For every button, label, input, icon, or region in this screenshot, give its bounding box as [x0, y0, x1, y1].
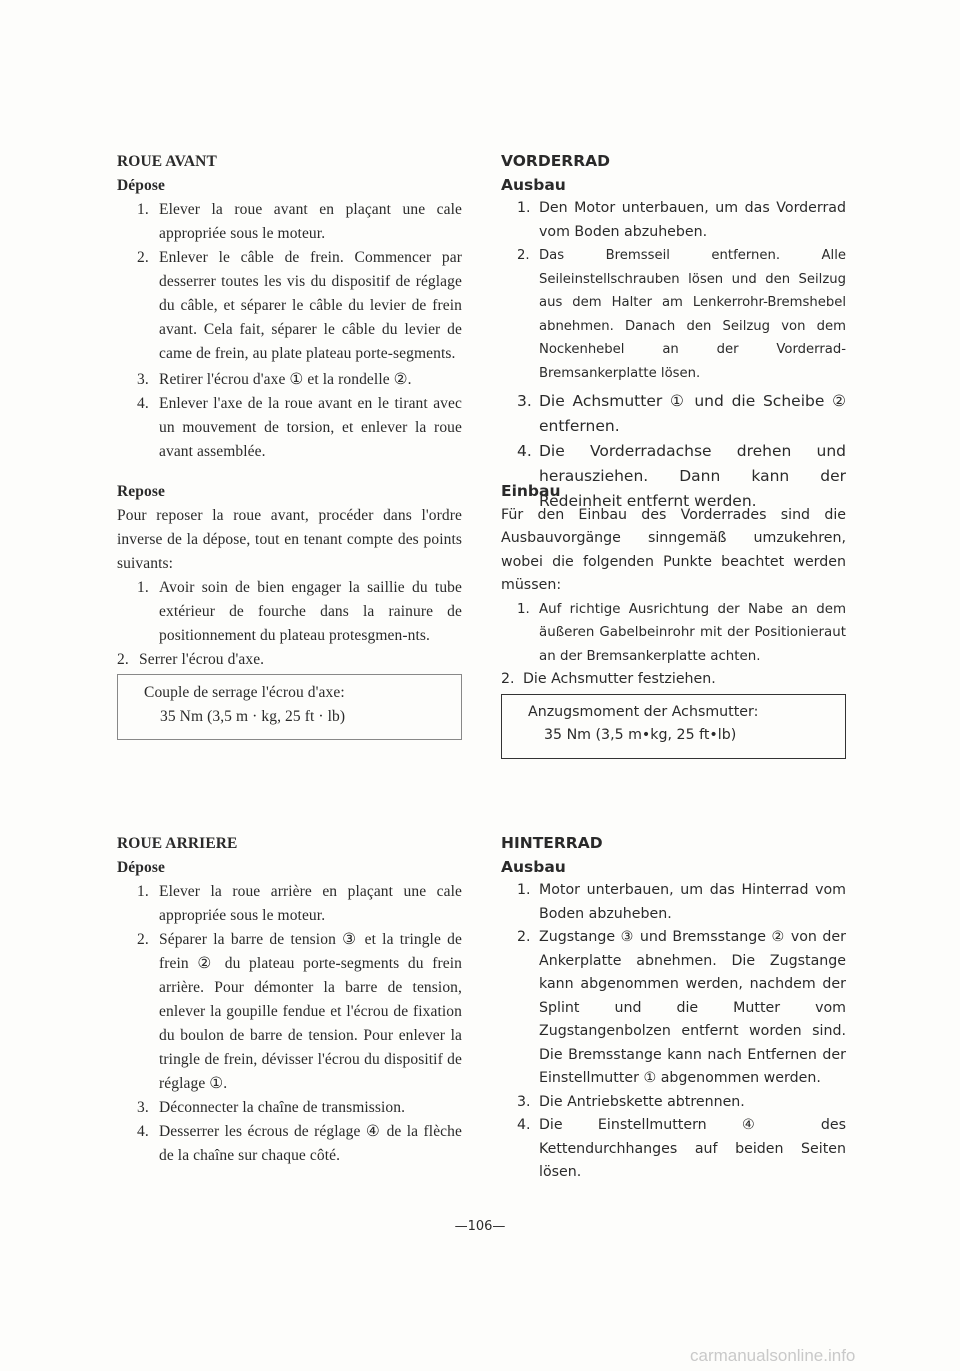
fr-front-install-list	[117, 576, 462, 672]
page-number: —106—	[454, 1219, 506, 1234]
list-item: 2. Serrer l'écrou d'axe.	[117, 651, 265, 668]
de-rear-removal-list	[501, 879, 846, 1185]
de-torque-box	[501, 694, 846, 759]
list-item: 2. Enlever le câble de frein. Commencer par desserrer toutes les vis du dispositif de réglage du câble, et séparer le câble du levier de frein avant. Cela fait, séparer le câble du levier de came de frein, au plate plateau porte-segments.	[137, 249, 462, 362]
list-item: 2. Das Bremsseil entfernen. Alle Seileinstellschrauben lösen und den Seilzug aus dem Halter am Lenkerrohr-Bremshebel abnehmen. Danach den Seilzug von dem Nockenhebel an der Vorderrad-Bremsankerplatte lösen.	[517, 248, 846, 381]
list-item: 1. Den Motor unterbauen, um das Vorderrad vom Boden abzuheben.	[517, 200, 846, 240]
list-item: 2. Zugstange ③ und Bremsstange ② von der Ankerplatte abnehmen. Die Zugstange kann abgenommen werden, nachdem der Splint und die Mutter vom Zugstangenbolzen entfernt worden sind. Die Bremsstange kann nach Entfernen der Einstellmutter ① abgenommen werden.	[517, 929, 846, 1086]
de-front-install-section	[501, 480, 846, 759]
list-item: 2. Séparer la barre de tension ③ et la tringle de frein ② du plateau porte-segments du frein arrière. Pour démonter la barre de tension, enlever la goupille fendue et l'écrou de fixation du boulon de barre de tension. Pour enlever la tringle de frein, dévisser l'écrou du dispositif de réglage ①.	[137, 931, 462, 1092]
list-item: 3. Déconnecter la chaîne de transmission.	[137, 1099, 406, 1116]
fr-front-install-heading: Repose	[117, 483, 165, 500]
de-front-install-list	[501, 598, 846, 692]
list-item: 1. Elever la roue arrière en plaçant une cale appropriée sous le moteur.	[137, 883, 462, 924]
de-rear-title: HINTERRAD	[501, 834, 603, 852]
de-front-install-heading: Einbau	[501, 482, 561, 500]
de-front-install-intro: Für den Einbau des Vorderrades sind die Ausbauvorgänge sinngemäß umzukehren, wobei die folgenden Punkte beachtet werden müssen:	[501, 506, 846, 593]
list-item: 4. Enlever l'axe de la roue avant en le tirant avec un mouvement de torsion, et enlever la roue avant assemblée.	[137, 395, 462, 460]
fr-front-section	[117, 150, 462, 464]
fr-torque-box	[117, 674, 462, 740]
fr-front-removal-heading: Dépose	[117, 177, 165, 194]
de-front-section	[501, 150, 846, 514]
fr-rear-removal-list	[117, 880, 462, 1168]
fr-front-install-intro: Pour reposer la roue avant, procéder dans l'ordre inverse de la dépose, tout en tenant compte des points suivants:	[117, 507, 462, 572]
list-item: 4. Desserrer les écrous de réglage ④ de la flèche de la chaîne sur chaque côté.	[137, 1123, 462, 1164]
list-item: 1. Auf richtige Ausrichtung der Nabe an dem äußeren Gabelbeinrohr mit der Positionieraut an der Bremsankerplatte achten.	[517, 601, 846, 664]
list-item: 1. Elever la roue avant en plaçant une cale appropriée sous le moteur.	[137, 201, 462, 242]
de-front-removal-heading: Ausbau	[501, 175, 566, 194]
watermark-text: carmanualsonline.info	[690, 1346, 856, 1365]
list-item: 2. Die Achsmutter festziehen.	[501, 671, 716, 687]
fr-rear-removal-heading: Dépose	[117, 859, 165, 876]
de-torque-value: 35 Nm (3,5 m•kg, 25 ft•lb)	[544, 727, 737, 743]
fr-front-title: ROUE AVANT	[117, 153, 217, 170]
list-item: 3. Die Antriebskette abtrennen.	[517, 1093, 745, 1110]
de-torque-label: Anzugsmoment der Achsmutter:	[528, 703, 759, 720]
fr-front-removal-list	[117, 198, 462, 464]
list-item: 4. Die Einstellmuttern ④ des Kettendurchhanges auf beiden Seiten lösen.	[517, 1117, 846, 1180]
list-item: 1. Motor unterbauen, um das Hinterrad vom Boden abzuheben.	[517, 882, 846, 922]
de-front-title: VORDERRAD	[501, 152, 611, 170]
list-item: 4. Die Vorderradachse drehen und herausziehen. Dann kann der Redeinheit entfernt werden.	[517, 442, 846, 510]
fr-torque-label: Couple de serrage l'écrou d'axe:	[144, 684, 345, 701]
list-item: 3. Die Achsmutter ① und die Scheibe ② entfernen.	[517, 392, 846, 435]
de-rear-section	[501, 832, 846, 1185]
de-rear-removal-heading: Ausbau	[501, 857, 566, 876]
list-item: 1. Avoir soin de bien engager la saillie du tube extérieur de fourche dans la rainure de positionnement du plateau protesgmen-nts.	[137, 579, 462, 644]
fr-rear-title: ROUE ARRIERE	[117, 835, 238, 852]
list-item: 3. Retirer l'écrou d'axe ① et la rondelle ②.	[137, 371, 412, 388]
fr-rear-section	[117, 832, 462, 1168]
de-front-removal-list	[501, 197, 846, 514]
fr-torque-value: 35 Nm (3,5 m · kg, 25 ft · lb)	[160, 708, 346, 725]
fr-front-install-section	[117, 480, 462, 740]
